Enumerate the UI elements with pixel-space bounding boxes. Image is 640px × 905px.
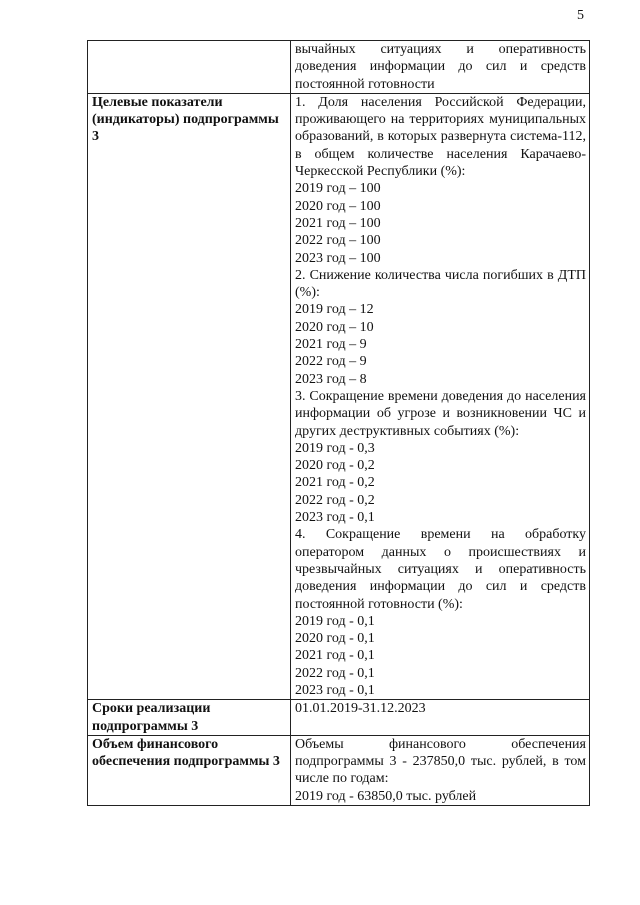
- row-label-timeframe: Сроки реализации подпрограммы 3: [88, 700, 291, 736]
- row-content-continuation: [291, 41, 590, 94]
- indicator-1-value: 2022 год – 100: [295, 233, 381, 249]
- indicator-2-value: 2021 год – 9: [295, 337, 367, 353]
- funding-year-line: 2019 год - 63850,0 тыс. рублей: [295, 788, 477, 804]
- continuation-text: вычайных ситуациях и оперативность доведения информации до сил и средств постоянной готовности: [295, 42, 586, 92]
- indicator-2-value: 2022 год – 9: [295, 354, 367, 370]
- indicator-2-value: 2020 год – 10: [295, 319, 374, 335]
- subprogram-passport-table: [87, 40, 590, 806]
- indicator-3-value: 2022 год - 0,2: [295, 492, 375, 508]
- indicator-1-value: 2020 год – 100: [295, 198, 381, 214]
- table-row: [88, 700, 590, 736]
- indicator-3-title: 3. Сокращение времени доведения до населения информации об угрозе и возникновении ЧС и других деструктивных событиях (%):: [295, 388, 586, 439]
- row-label-indicators: Целевые показатели (индикаторы) подпрограммы 3: [88, 93, 291, 699]
- indicator-3-value: 2020 год - 0,2: [295, 458, 375, 474]
- funding-text: Объемы финансового обеспечения подпрограммы 3 - 237850,0 тыс. рублей, в том числе по годам:: [295, 736, 586, 787]
- indicator-1-value: 2019 год – 100: [295, 181, 381, 197]
- table-row: [88, 93, 590, 699]
- row-content-funding: [291, 735, 590, 805]
- indicator-4-value: 2021 год - 0,1: [295, 648, 375, 664]
- table-row: [88, 41, 590, 94]
- indicator-4-value: 2019 год - 0,1: [295, 613, 375, 629]
- indicator-4-value: 2023 год - 0,1: [295, 682, 375, 698]
- indicator-1-title: 1. Доля населения Российской Федерации, проживающего на территориях муниципальных образований, в которых развернута система-112, в общем количестве населения Карачаево-Черкесской Республики (%):: [295, 94, 586, 180]
- timeframe-text: 01.01.2019-31.12.2023: [295, 701, 426, 717]
- page-number: 5: [577, 8, 584, 23]
- indicator-3-value: 2021 год - 0,2: [295, 475, 375, 491]
- indicator-3-value: 2019 год - 0,3: [295, 440, 375, 456]
- indicator-4-value: 2020 год - 0,1: [295, 631, 375, 647]
- indicator-1-value: 2021 год – 100: [295, 215, 381, 231]
- indicator-2-value: 2019 год – 12: [295, 302, 374, 318]
- row-content-timeframe: [291, 700, 590, 736]
- indicator-4-title: 4. Сокращение времени на обработку оператором данных о происшествиях и чрезвычайных ситуациях и оперативность доведения информации до сил и средств постоянной готовности (%):: [295, 527, 586, 612]
- indicator-2-title: 2. Снижение количества числа погибших в ДТП (%):: [295, 267, 586, 301]
- row-label-empty: [88, 41, 291, 94]
- indicator-4-value: 2022 год - 0,1: [295, 665, 375, 681]
- row-label-funding: Объем финансового обеспечения подпрограммы 3: [88, 735, 291, 805]
- indicator-1-value: 2023 год – 100: [295, 250, 381, 266]
- table-row: [88, 735, 590, 805]
- row-content-indicators: [291, 93, 590, 699]
- indicator-2-value: 2023 год – 8: [295, 371, 367, 387]
- indicator-3-value: 2023 год - 0,1: [295, 510, 375, 526]
